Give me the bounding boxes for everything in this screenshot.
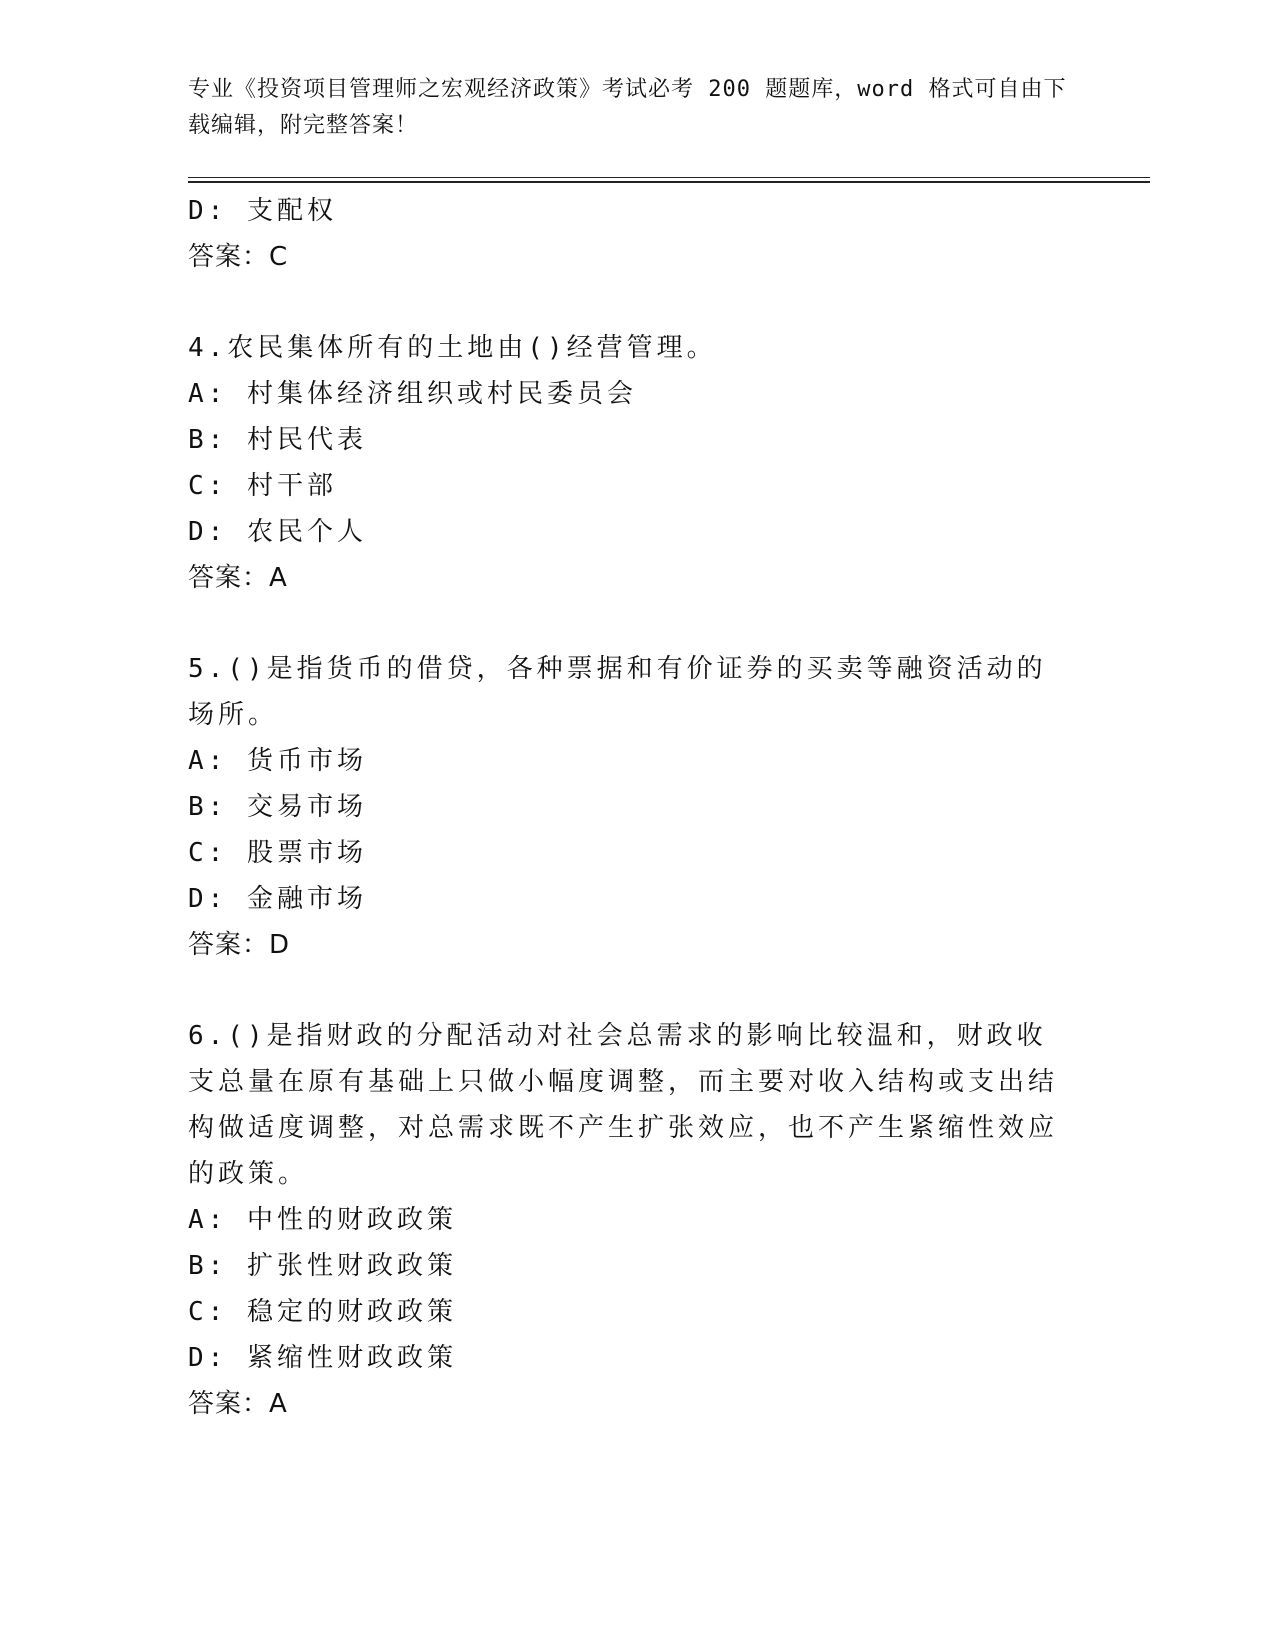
answer: 答案：C	[188, 242, 289, 272]
option-d: D: 农民个人	[188, 517, 367, 547]
option-c: C: 股票市场	[188, 838, 367, 868]
option-b: B: 交易市场	[188, 792, 367, 822]
previous-question-tail	[188, 188, 1068, 280]
option-d: D: 金融市场	[188, 884, 367, 914]
option-a: A: 村集体经济组织或村民委员会	[188, 379, 637, 409]
question-stem: 4.农民集体所有的土地由()经营管理。	[188, 333, 717, 363]
option-c: C: 稳定的财政政策	[188, 1297, 457, 1327]
answer: 答案：A	[188, 1389, 288, 1419]
option-b: B: 扩张性财政政策	[188, 1251, 457, 1281]
question-stem: 6.()是指财政的分配活动对社会总需求的影响比较温和，财政收支总量在原有基础上只做小幅度调整，而主要对收入结构或支出结构做适度调整，对总需求既不产生扩张效应，也不产生紧缩性效应的政策。	[188, 1021, 1059, 1189]
question-6	[188, 1013, 1068, 1427]
header-rule-thick	[188, 181, 1150, 183]
option-a: A: 货币市场	[188, 746, 367, 776]
option-a: A: 中性的财政政策	[188, 1205, 457, 1235]
option-d: D: 紧缩性财政政策	[188, 1343, 457, 1373]
question-4	[188, 325, 1068, 601]
question-5	[188, 646, 1068, 968]
question-content	[188, 188, 1068, 1427]
option-d: D: 支配权	[188, 196, 337, 226]
option-b: B: 村民代表	[188, 425, 367, 455]
header-rule-thin	[188, 177, 1150, 178]
question-stem: 5.()是指货币的借贷，各种票据和有价证券的买卖等融资活动的场所。	[188, 654, 1047, 730]
answer: 答案：A	[188, 563, 288, 593]
page-header: 专业《投资项目管理师之宏观经济政策》考试必考 200 题题库，word 格式可自由下载编辑，附完整答案！	[188, 77, 1067, 138]
answer: 答案：D	[188, 930, 291, 960]
option-c: C: 村干部	[188, 471, 337, 501]
